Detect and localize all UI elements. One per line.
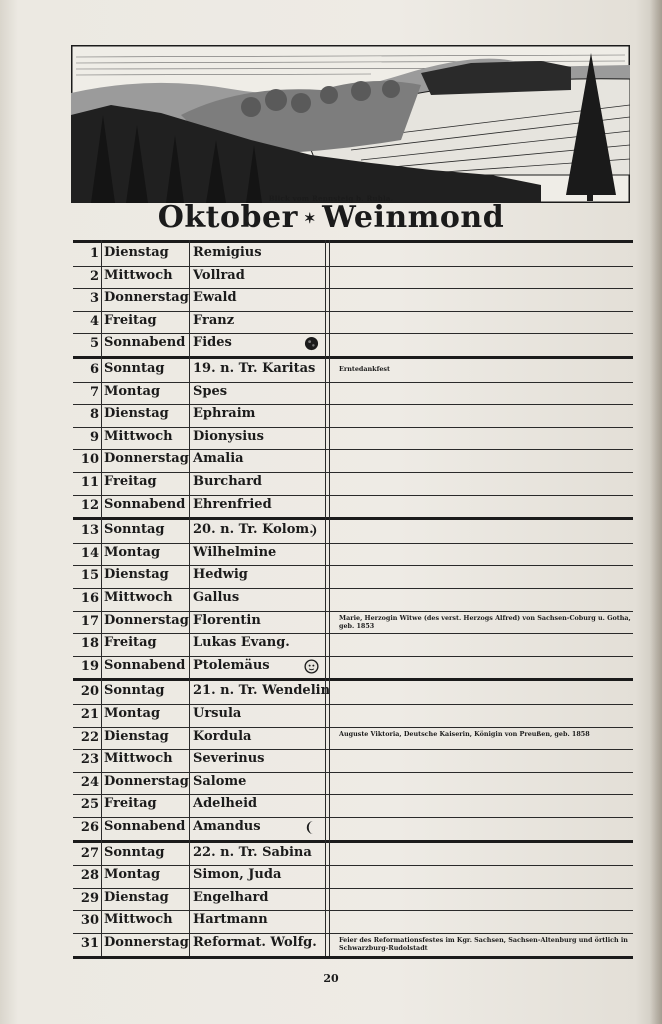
- day-note: Feier des Reformationsfestes im Kgr. Sachsen, Sachsen-Altenburg und örtlich in Schwarzburg-Rudolstadt: [339, 936, 628, 952]
- day-row: [73, 611, 633, 634]
- weekday-name: Sonntag: [104, 361, 165, 376]
- day-number: 16: [80, 591, 99, 606]
- first-quarter-moon-icon: [304, 820, 319, 835]
- page-edge-shadow: [650, 0, 662, 1024]
- day-row: [73, 472, 633, 495]
- notes-column-line: [325, 240, 330, 956]
- day-row: [73, 382, 633, 405]
- day-number: 27: [80, 845, 99, 861]
- saint-name: Salome: [193, 773, 247, 789]
- weekday-name: Montag: [104, 867, 161, 883]
- day-row: [73, 427, 633, 450]
- saint-name: Franz: [193, 312, 235, 328]
- day-number: 2: [89, 268, 99, 284]
- day-number: 17: [80, 613, 99, 629]
- illustration-caption: Blick vom Rennsteig b. Ruhla.: [268, 194, 394, 203]
- day-number: 21: [80, 707, 99, 722]
- saint-name: Kordula: [193, 728, 252, 744]
- weekday-name: Dienstag: [104, 406, 169, 422]
- day-number: 14: [80, 545, 99, 561]
- saint-name: Remigius: [193, 245, 262, 260]
- day-row: [73, 910, 633, 933]
- saint-name: Burchard: [193, 474, 263, 489]
- day-number: 26: [80, 820, 99, 835]
- day-number: 15: [80, 568, 99, 584]
- saint-name: 20. n. Tr. Kolom.: [193, 522, 314, 538]
- day-row: [73, 333, 633, 356]
- day-number: 1: [89, 246, 99, 261]
- weekday-name: Freitag: [104, 796, 157, 812]
- day-number: 28: [80, 868, 99, 884]
- day-number: 18: [80, 636, 99, 652]
- saint-name: Ehrenfried: [193, 496, 272, 512]
- day-number: 23: [80, 752, 99, 768]
- day-row: [73, 749, 633, 772]
- weekday-name: Sonntag: [104, 522, 165, 538]
- day-note: Marie, Herzogin Witwe (des verst. Herzogs Alfred) von Sachsen-Coburg u. Gotha, geb. 1853: [339, 613, 631, 630]
- saint-name: Hartmann: [193, 912, 268, 928]
- saint-name: Gallus: [193, 590, 240, 605]
- weekday-name: Mittwoch: [104, 590, 173, 605]
- saint-name: Amalia: [193, 451, 244, 467]
- day-row: [73, 681, 633, 704]
- weekday-name: Montag: [104, 383, 161, 399]
- weekday-name: Dienstag: [104, 728, 169, 744]
- weekday-name: Donnerstag: [104, 612, 189, 628]
- weekday-name: Montag: [104, 706, 161, 721]
- table-bottom-rule: [73, 956, 633, 959]
- day-number: 31: [80, 936, 99, 951]
- day-number: 13: [80, 523, 99, 539]
- weekday-name: Donnerstag: [104, 451, 189, 467]
- weekday-name: Mittwoch: [104, 751, 173, 767]
- saint-name: 21. n. Tr. Wendelin: [193, 683, 331, 699]
- weekday-name: Sonntag: [104, 844, 165, 860]
- day-row: [73, 704, 633, 727]
- day-row: [73, 565, 633, 588]
- day-row: [73, 633, 633, 656]
- saint-name: Severinus: [193, 751, 265, 767]
- weekday-name: Sonnabend: [104, 496, 186, 512]
- saint-name: Ephraim: [193, 406, 256, 422]
- saint-name: Florentin: [193, 612, 261, 628]
- weekday-name: Donnerstag: [104, 290, 189, 306]
- saint-name: Ptolemäus: [193, 657, 270, 673]
- day-number: 20: [80, 684, 99, 700]
- day-row: [73, 359, 633, 382]
- weekday-name: Montag: [104, 544, 161, 560]
- weekday-name: Dienstag: [104, 567, 169, 583]
- saint-name: Vollrad: [193, 267, 245, 283]
- day-number: 30: [80, 913, 99, 929]
- day-row: [73, 933, 633, 956]
- landscape-illustration: [71, 45, 630, 203]
- weekday-name: Dienstag: [104, 889, 169, 905]
- day-row: [73, 888, 633, 911]
- weekday-name: Sonnabend: [104, 819, 186, 834]
- day-number: 22: [80, 729, 99, 745]
- month-name: Oktober: [157, 200, 298, 235]
- weekday-name: Sonnabend: [104, 657, 186, 673]
- saint-name: Adelheid: [193, 796, 258, 812]
- saint-name: 22. n. Tr. Sabina: [193, 844, 312, 860]
- weekday-name: Donnerstag: [104, 935, 189, 950]
- day-number: 19: [80, 658, 99, 674]
- star-ornament: ✶: [303, 211, 317, 227]
- saint-name: 19. n. Tr. Karitas: [193, 361, 316, 376]
- saint-name: Ewald: [193, 290, 237, 306]
- saint-name: Amandus: [193, 819, 261, 834]
- day-number: 6: [89, 362, 99, 377]
- day-row: [73, 865, 633, 888]
- saint-name: Reformat. Wolfg.: [193, 935, 317, 950]
- day-number: 10: [80, 452, 99, 468]
- saint-name: Hedwig: [193, 567, 248, 583]
- weekday-name: Sonntag: [104, 683, 165, 699]
- day-number: 7: [89, 384, 99, 400]
- saint-name: Dionysius: [193, 428, 264, 444]
- day-row: [73, 843, 633, 866]
- day-number: 25: [80, 797, 99, 813]
- day-row: [73, 588, 633, 611]
- day-note: Erntedankfest: [339, 365, 390, 373]
- page-number: 20: [323, 972, 339, 985]
- saint-name: Wilhelmine: [193, 544, 277, 560]
- weekday-name: Dienstag: [104, 245, 169, 260]
- day-row: [73, 449, 633, 472]
- number-column-line: [101, 240, 102, 956]
- day-row: [73, 495, 633, 518]
- day-number: 4: [89, 313, 99, 329]
- last-quarter-moon-icon: [304, 523, 319, 538]
- weekday-column-line: [189, 240, 190, 956]
- month-old-name: Weinmond: [322, 200, 505, 235]
- day-row: [73, 311, 633, 334]
- weekday-name: Donnerstag: [104, 773, 189, 789]
- day-number: 5: [89, 336, 99, 352]
- day-number: 11: [80, 475, 99, 490]
- weekday-name: Sonnabend: [104, 335, 186, 351]
- full-moon-icon: [304, 336, 319, 351]
- day-row: [73, 656, 633, 679]
- day-row: [73, 543, 633, 566]
- weekday-name: Freitag: [104, 474, 157, 489]
- weekday-name: Freitag: [104, 635, 157, 651]
- day-row: [73, 794, 633, 817]
- saint-name: Ursula: [193, 706, 242, 721]
- weekday-name: Mittwoch: [104, 428, 173, 444]
- day-number: 12: [80, 497, 99, 513]
- saint-name: Engelhard: [193, 889, 269, 905]
- weekday-name: Mittwoch: [104, 912, 173, 928]
- new-moon-icon: [304, 659, 319, 674]
- day-row: [73, 404, 633, 427]
- calendar-table: [73, 240, 633, 966]
- day-number: 8: [89, 407, 99, 423]
- day-number: 3: [89, 291, 99, 307]
- weekday-name: Freitag: [104, 312, 157, 328]
- month-title: [0, 200, 662, 235]
- saint-name: Spes: [193, 383, 228, 399]
- day-note: Auguste Viktoria, Deutsche Kaiserin, Königin von Preußen, geb. 1858: [339, 729, 590, 738]
- saint-name: Fides: [193, 335, 232, 351]
- day-row: [73, 727, 633, 750]
- saint-name: Lukas Evang.: [193, 635, 290, 651]
- day-number: 29: [80, 890, 99, 906]
- saint-name: Simon, Juda: [193, 867, 282, 883]
- day-number: 9: [89, 429, 99, 445]
- day-row: [73, 266, 633, 289]
- day-row: [73, 520, 633, 543]
- day-row: [73, 243, 633, 266]
- day-row: [73, 817, 633, 840]
- day-row: [73, 772, 633, 795]
- day-row: [73, 288, 633, 311]
- day-number: 24: [80, 774, 99, 790]
- weekday-name: Mittwoch: [104, 267, 173, 283]
